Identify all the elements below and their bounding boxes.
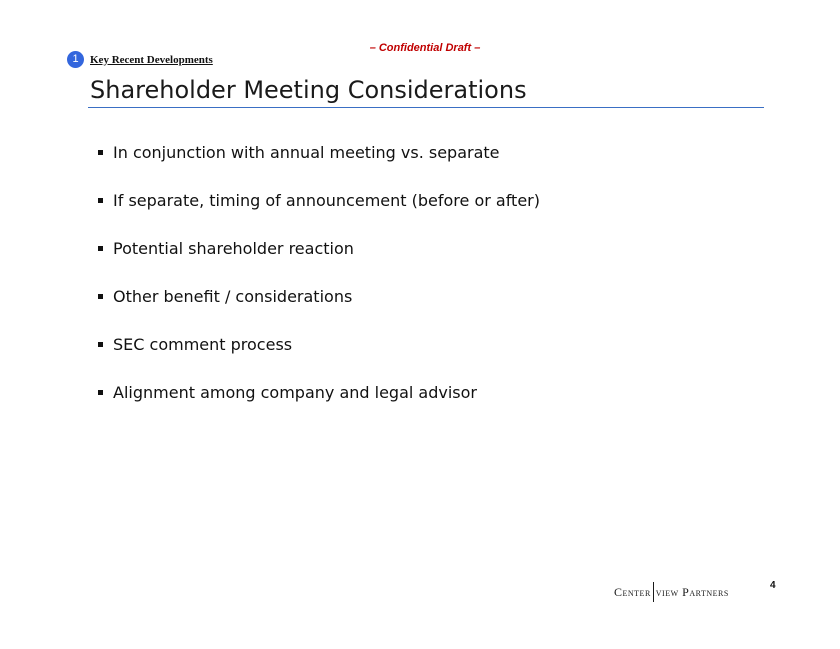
page-number: 4 (770, 580, 776, 591)
bullet-text: Alignment among company and legal advisor (113, 382, 477, 402)
bullet-item (98, 285, 540, 307)
bullet-item (98, 333, 540, 355)
page-title: Shareholder Meeting Considerations (90, 76, 527, 104)
section-tag (67, 51, 213, 68)
square-bullet-icon (98, 198, 103, 203)
bullet-text: SEC comment process (113, 334, 293, 354)
bullet-item (98, 141, 540, 163)
square-bullet-icon (98, 294, 103, 299)
logo-text-right: view Partners (655, 584, 729, 599)
title-divider (88, 107, 764, 108)
bullet-text: If separate, timing of announcement (before or after) (113, 190, 540, 210)
bullet-text: In conjunction with annual meeting vs. separate (113, 142, 500, 162)
confidential-draft-label: – Confidential Draft – (369, 42, 481, 54)
square-bullet-icon (98, 342, 103, 347)
bullet-item (98, 189, 540, 211)
bullet-item (98, 381, 540, 403)
section-number-badge: 1 (67, 51, 84, 68)
bullet-text: Other benefit / considerations (113, 286, 353, 306)
square-bullet-icon (98, 390, 103, 395)
logo-divider (653, 582, 654, 602)
bullet-text: Potential shareholder reaction (113, 238, 354, 258)
logo-text-left: Center (614, 584, 651, 599)
square-bullet-icon (98, 246, 103, 251)
bullet-list (98, 141, 540, 429)
square-bullet-icon (98, 150, 103, 155)
bullet-item (98, 237, 540, 259)
section-label: Key Recent Developments (90, 53, 213, 66)
company-logo (614, 582, 729, 602)
